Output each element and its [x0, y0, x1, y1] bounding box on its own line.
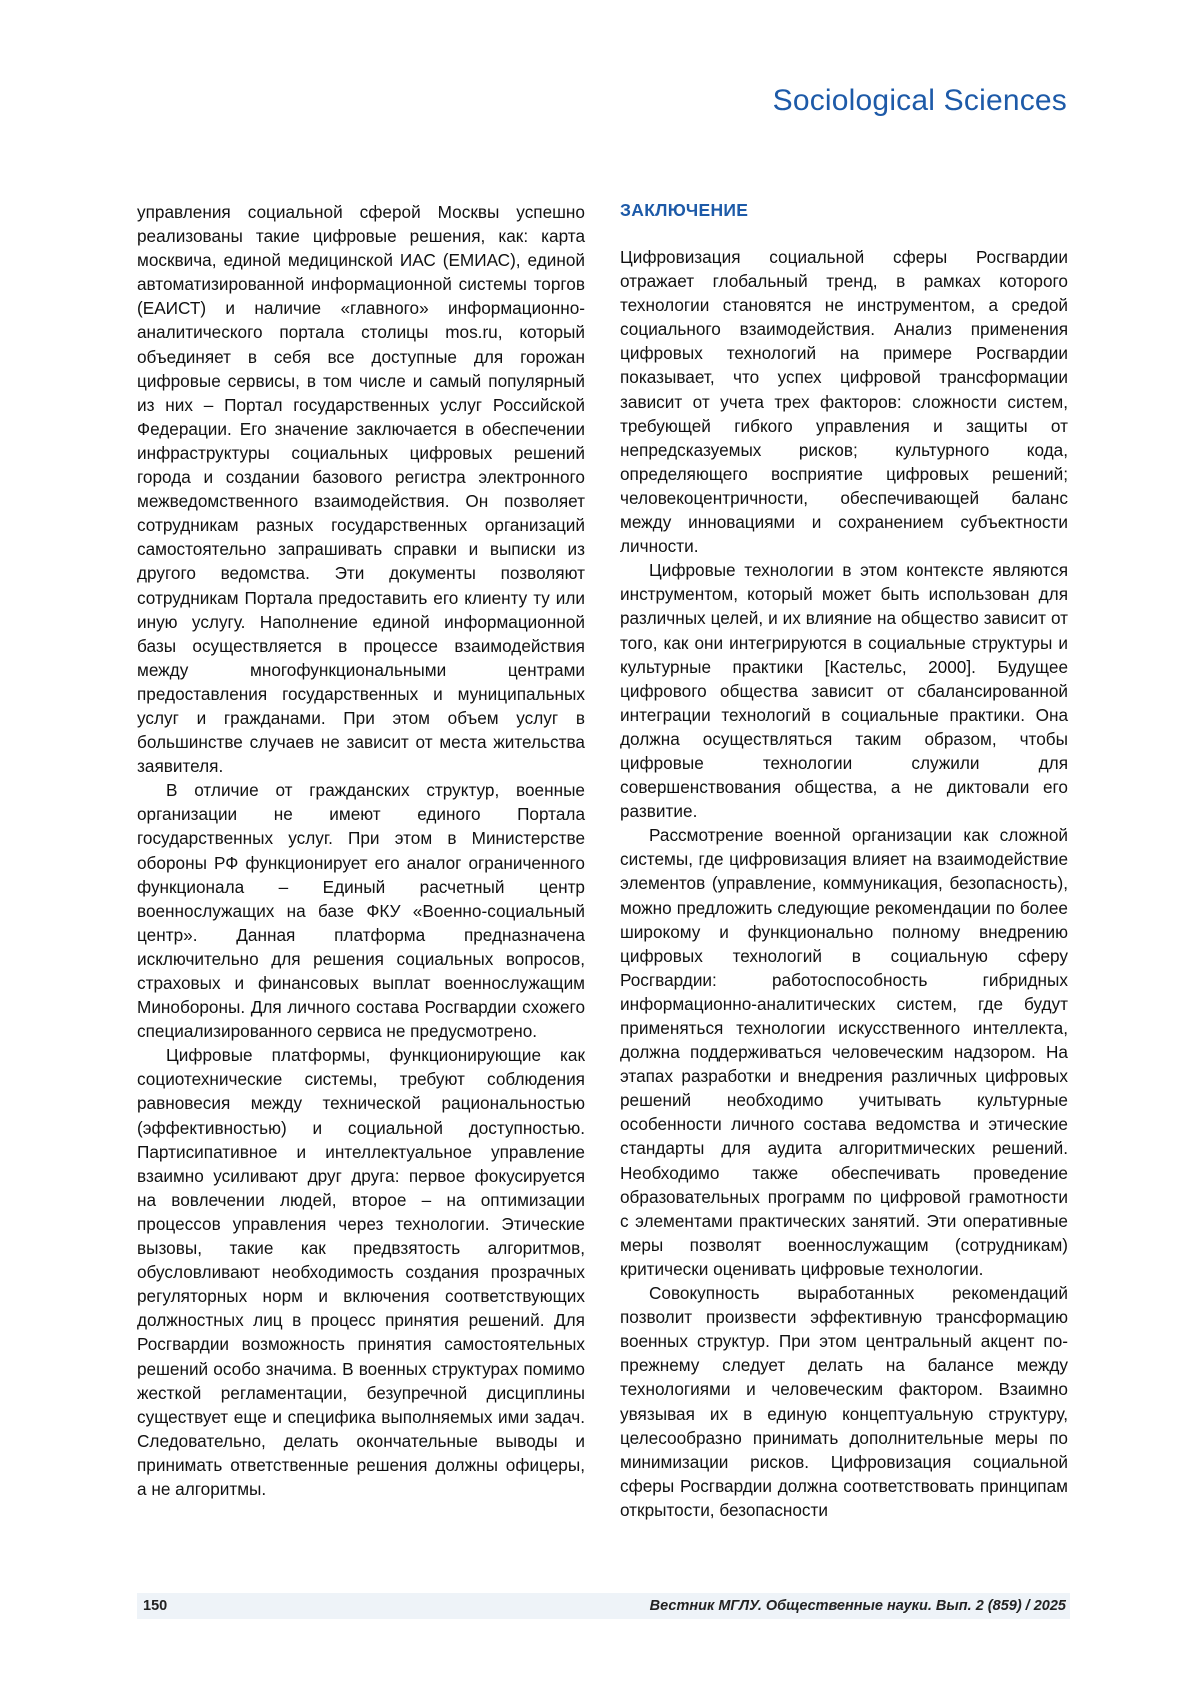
paragraph: Рассмотрение военной организации как сложной системы, где цифровизация влияет на взаимодействие элементов (управление, коммуникация, безопасность), можно предложить следующие рекомендации по более широкому и функционально полному внедрению цифровых технологий в социальную сферу Росгвардии: работоспособность гибридных информационно-аналитических систем, где будут применяться технологии искусственного интеллекта, должна поддерживаться человеческим надзором. На этапах разработки и внедрения различных цифровых решений необходимо учитывать культурные особенности личного состава ведомства и этические стандарты для аудита алгоритмических решений. Необходимо также обеспечивать проведение образовательных программ по цифровой грамотности с элементами практических занятий. Эти оперативные меры позволят военнослужащим (сотрудникам) критически оценивать цифровые технологии. — [620, 825, 1068, 1279]
right-column — [620, 198, 1068, 1522]
left-column — [137, 200, 585, 1501]
paragraph: Совокупность выработанных рекомендаций позволит произвести эффективную трансформацию военных структур. При этом центральный акцент по-прежнему следует делать на балансе между технологиями и человеческим фактором. Взаимно увязывая их в единую концептуальную структуру, целесообразно принимать дополнительные меры по минимизации рисков. Цифровизация социальной сферы Росгвардии должна соответствовать принципам открытости, безопасности — [620, 1283, 1068, 1520]
page-number: 150 — [143, 1598, 168, 1614]
paragraph: управления социальной сферой Москвы успешно реализованы такие цифровые решения, как: карта москвича, единой медицинской ИАС (ЕМИАС), единой автоматизированной информационной системы торгов (ЕАИСТ) и наличие «главного» информационно-аналитического портала столицы mos.ru, который объединяет в себя все доступные для горожан цифровые сервисы, в том числе и самый популярный из них – Портал государственных услуг Российской Федерации. Его значение заключается в обеспечении инфраструктуры социальных цифровых решений города и создании базового регистра электронного межведомственного взаимодействия. Он позволяет сотрудникам разных государственных организаций самостоятельно запрашивать справки и выписки из другого ведомства. Эти документы позволяют сотрудникам Портала предоставить его клиенту ту или иную услугу. Наполнение единой информационной базы осуществляется в процессе взаимодействия между многофункциональными центрами предоставления государственных и муниципальных услуг и гражданами. При этом объем услуг в большинстве случаев не зависит от места жительства заявителя. — [137, 202, 585, 777]
conclusion-heading: ЗАКЛЮЧЕНИЕ — [620, 200, 749, 220]
paragraph: Цифровые платформы, функционирующие как социотехнические системы, требуют соблюдения равновесия между технической рациональностью (эффективностью) и социальной доступностью. Партисипативное и интеллектуальное управление взаимно усиливают друг друга: первое фокусируется на вовлечении людей, второе – на оптимизации процессов управления через технологии. Этические вызовы, такие как предвзятость алгоритмов, обусловливают необходимость создания прозрачных регуляторных норм и включения соответствующих должностных лиц в процесс принятия решений. Для Росгвардии возможность принятия самостоятельных решений особо значима. В военных структурах помимо жесткой регламентации, безупречной дисциплины существует еще и специфика выполняемых ими задач. Следовательно, делать окончательные выводы и принимать ответственные решения должны офицеры, а не алгоритмы. — [137, 1045, 585, 1499]
paragraph: Цифровизация социальной сферы Росгвардии отражает глобальный тренд, в рамках которого технологии становятся не инструментом, а средой социального взаимодействия. Анализ применения цифровых технологий на примере Росгвардии показывает, что успех цифровой трансформации зависит от учета трех факторов: сложности систем, требующей гибкого управления и защиты от непредсказуемых рисков; культурного кода, определяющего восприятие цифровых решений; человекоцентричности, обеспечивающей баланс между инновациями и сохранением субъектности личности. — [620, 247, 1068, 557]
page-footer — [137, 1593, 1070, 1619]
paragraph: В отличие от гражданских структур, военные организации не имеют единого Портала государственных услуг. При этом в Министерстве обороны РФ функционирует его аналог ограниченного функционала – Единый расчетный центр военнослужащих на базе ФКУ «Военно-социальный центр». Данная платформа предназначена исключительно для решения социальных вопросов, страховых и финансовых выплат военнослужащим Минобороны. Для личного состава Росгвардии схожего специализированного сервиса не предусмотрено. — [137, 780, 585, 1042]
section-title: Sociological Sciences — [772, 84, 1067, 117]
journal-citation: Вестник МГЛУ. Общественные науки. Вып. 2 (859) / 2025 — [649, 1598, 1066, 1614]
paragraph: Цифровые технологии в этом контексте являются инструментом, который может быть использован для различных целей, и их влияние на общество зависит от того, как они интегрируются в социальные структуры и культурные практики [Кастельс, 2000]. Будущее цифрового общества зависит от сбалансированной интеграции технологий в социальные практики. Она должна осуществляться таким образом, чтобы цифровые технологии служили для совершенствования общества, а не диктовали его развитие. — [620, 560, 1068, 822]
